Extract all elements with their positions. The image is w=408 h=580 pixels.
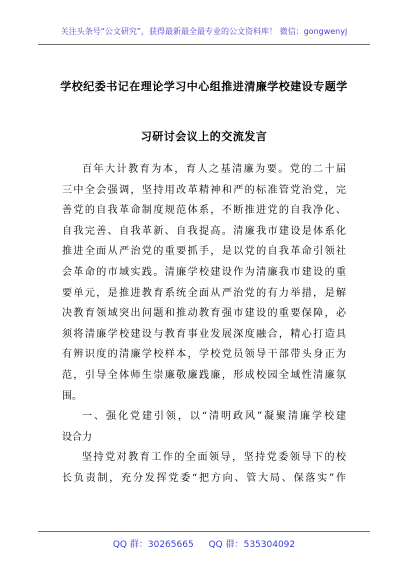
footer: [0, 537, 408, 550]
body-line: 自我完善、自我革新、自我提高。清廉我市建设是体系化: [62, 225, 346, 237]
section-heading-line: 一、强化党建引领，以“清明政风”凝聚清廉学校建: [82, 411, 346, 423]
document-title-line-2: 习研讨会议上的交流发言: [140, 130, 268, 143]
section-heading-line: 设合力: [62, 431, 92, 443]
body-line: 范，引导全体师生崇廉敬廉践廉，形成校园全域性清廉氛: [62, 369, 346, 381]
body-line: 决教育领域突出问题和推动教育强市建设的重要保障，必: [62, 308, 346, 320]
document-body: [62, 160, 346, 490]
header-note: 关注头条号“公文研究”，获得最新最全最专业的公文资料库！ 微信：gongwenyj: [60, 27, 348, 36]
header-divider: [38, 44, 370, 45]
body-line: 推进全面从严治党的重要抓手，是以党的自我革命引领社: [62, 246, 346, 258]
footer-qq-group-2: QQ 群：535304092: [208, 540, 296, 550]
body-line: 有辨识度的清廉学校样本，学校党员领导干部带头身正为: [62, 349, 346, 361]
body-line: 善党的自我革命制度规范体系，不断推进党的自我净化、: [62, 205, 346, 217]
body-line: 围。: [62, 390, 82, 402]
footer-qq-group-1: QQ 群：30265665: [112, 540, 194, 550]
document-title-line-1: 学校纪委书记在理论学习中心组推进清廉学校建设专题学: [60, 80, 348, 93]
body-line: 要单元，是推进教育系统全面从严治党的有力举措，是解: [62, 287, 346, 299]
body-line: 长负责制，充分发挥党委“把方向、管大局、保落实”作: [62, 472, 346, 484]
footer-divider: [38, 531, 370, 532]
body-line: 须将清廉学校建设与教育事业发展深度融合，精心打造具: [62, 328, 346, 340]
body-line: 三中全会强调，坚持用改革精神和严的标准管党治党，完: [62, 184, 346, 196]
body-line: 坚持党对教育工作的全面领导，坚持党委领导下的校: [82, 452, 346, 464]
body-line: 会革命的市域实践。清廉学校建设作为清廉我市建设的重: [62, 266, 346, 278]
body-line: 百年大计教育为本，育人之基清廉为要。党的二十届: [82, 164, 346, 175]
